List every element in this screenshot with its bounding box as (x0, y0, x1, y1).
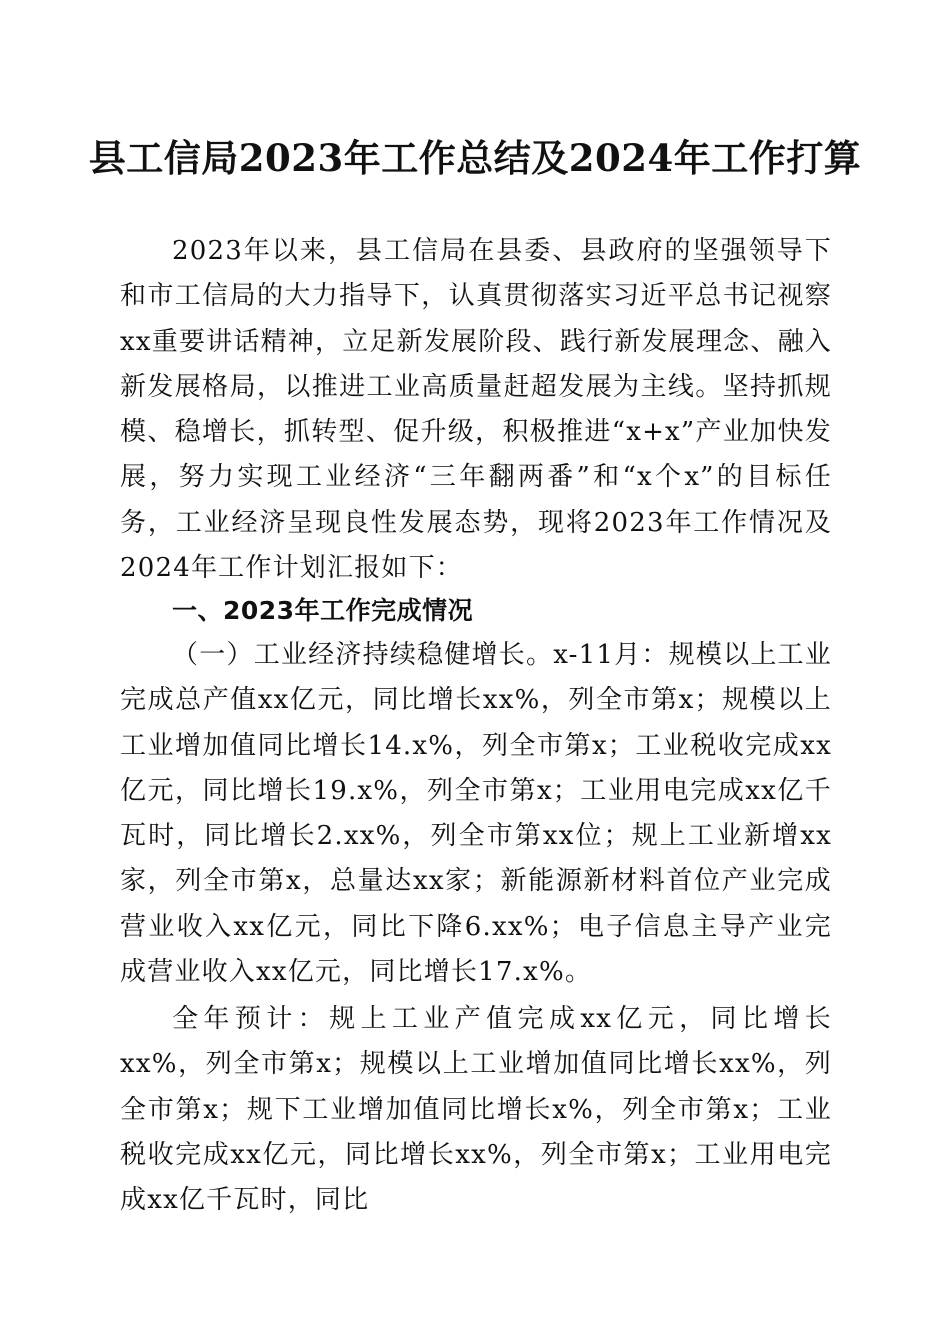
document-title: 县工信局2023年工作总结及2024年工作打算 (88, 136, 862, 180)
section-heading-1: 一、2023年工作完成情况 (172, 596, 474, 625)
section-1-paragraph: （一）工业经济持续稳健增长。x-11月：规模以上工业完成总产值xx亿元，同比增长xx%，列全市第x；规模以上工业增加值同比增长14.x%，列全市第x；工业税收完成xx亿元，同比增长19.x%，列全市第x；工业用电完成xx亿千瓦时，同比增长2.xx%，列全市第xx位；规上工业新增xx家，列全市第x，总量达xx家；新能源新材料首位产业完成营业收入xx亿元，同比下降6.xx%；电子信息主导产业完成营业收入xx亿元，同比增长17.x%。 (120, 640, 832, 988)
intro-paragraph: 2023年以来，县工信局在县委、县政府的坚强领导下和市工信局的大力指导下，认真贯彻落实习近平总书记视察xx重要讲话精神，立足新发展阶段、践行新发展理念、融入新发展格局，以推进工业高质量赶超发展为主线。坚持抓规模、稳增长，抓转型、促升级，积极推进“x+x”产业加快发展，努力实现工业经济“三年翻两番”和“x个x”的目标任务，工业经济呈现良性发展态势，现将2023年工作情况及2024年工作计划汇报如下： (120, 236, 832, 584)
forecast-paragraph: 全年预计：规上工业产值完成xx亿元，同比增长xx%，列全市第x；规模以上工业增加值同比增长xx%，列全市第x；规下工业增加值同比增长x%，列全市第x；工业税收完成xx亿元，同比增长xx%，列全市第x；工业用电完成xx亿千瓦时，同比 (120, 1004, 832, 1216)
